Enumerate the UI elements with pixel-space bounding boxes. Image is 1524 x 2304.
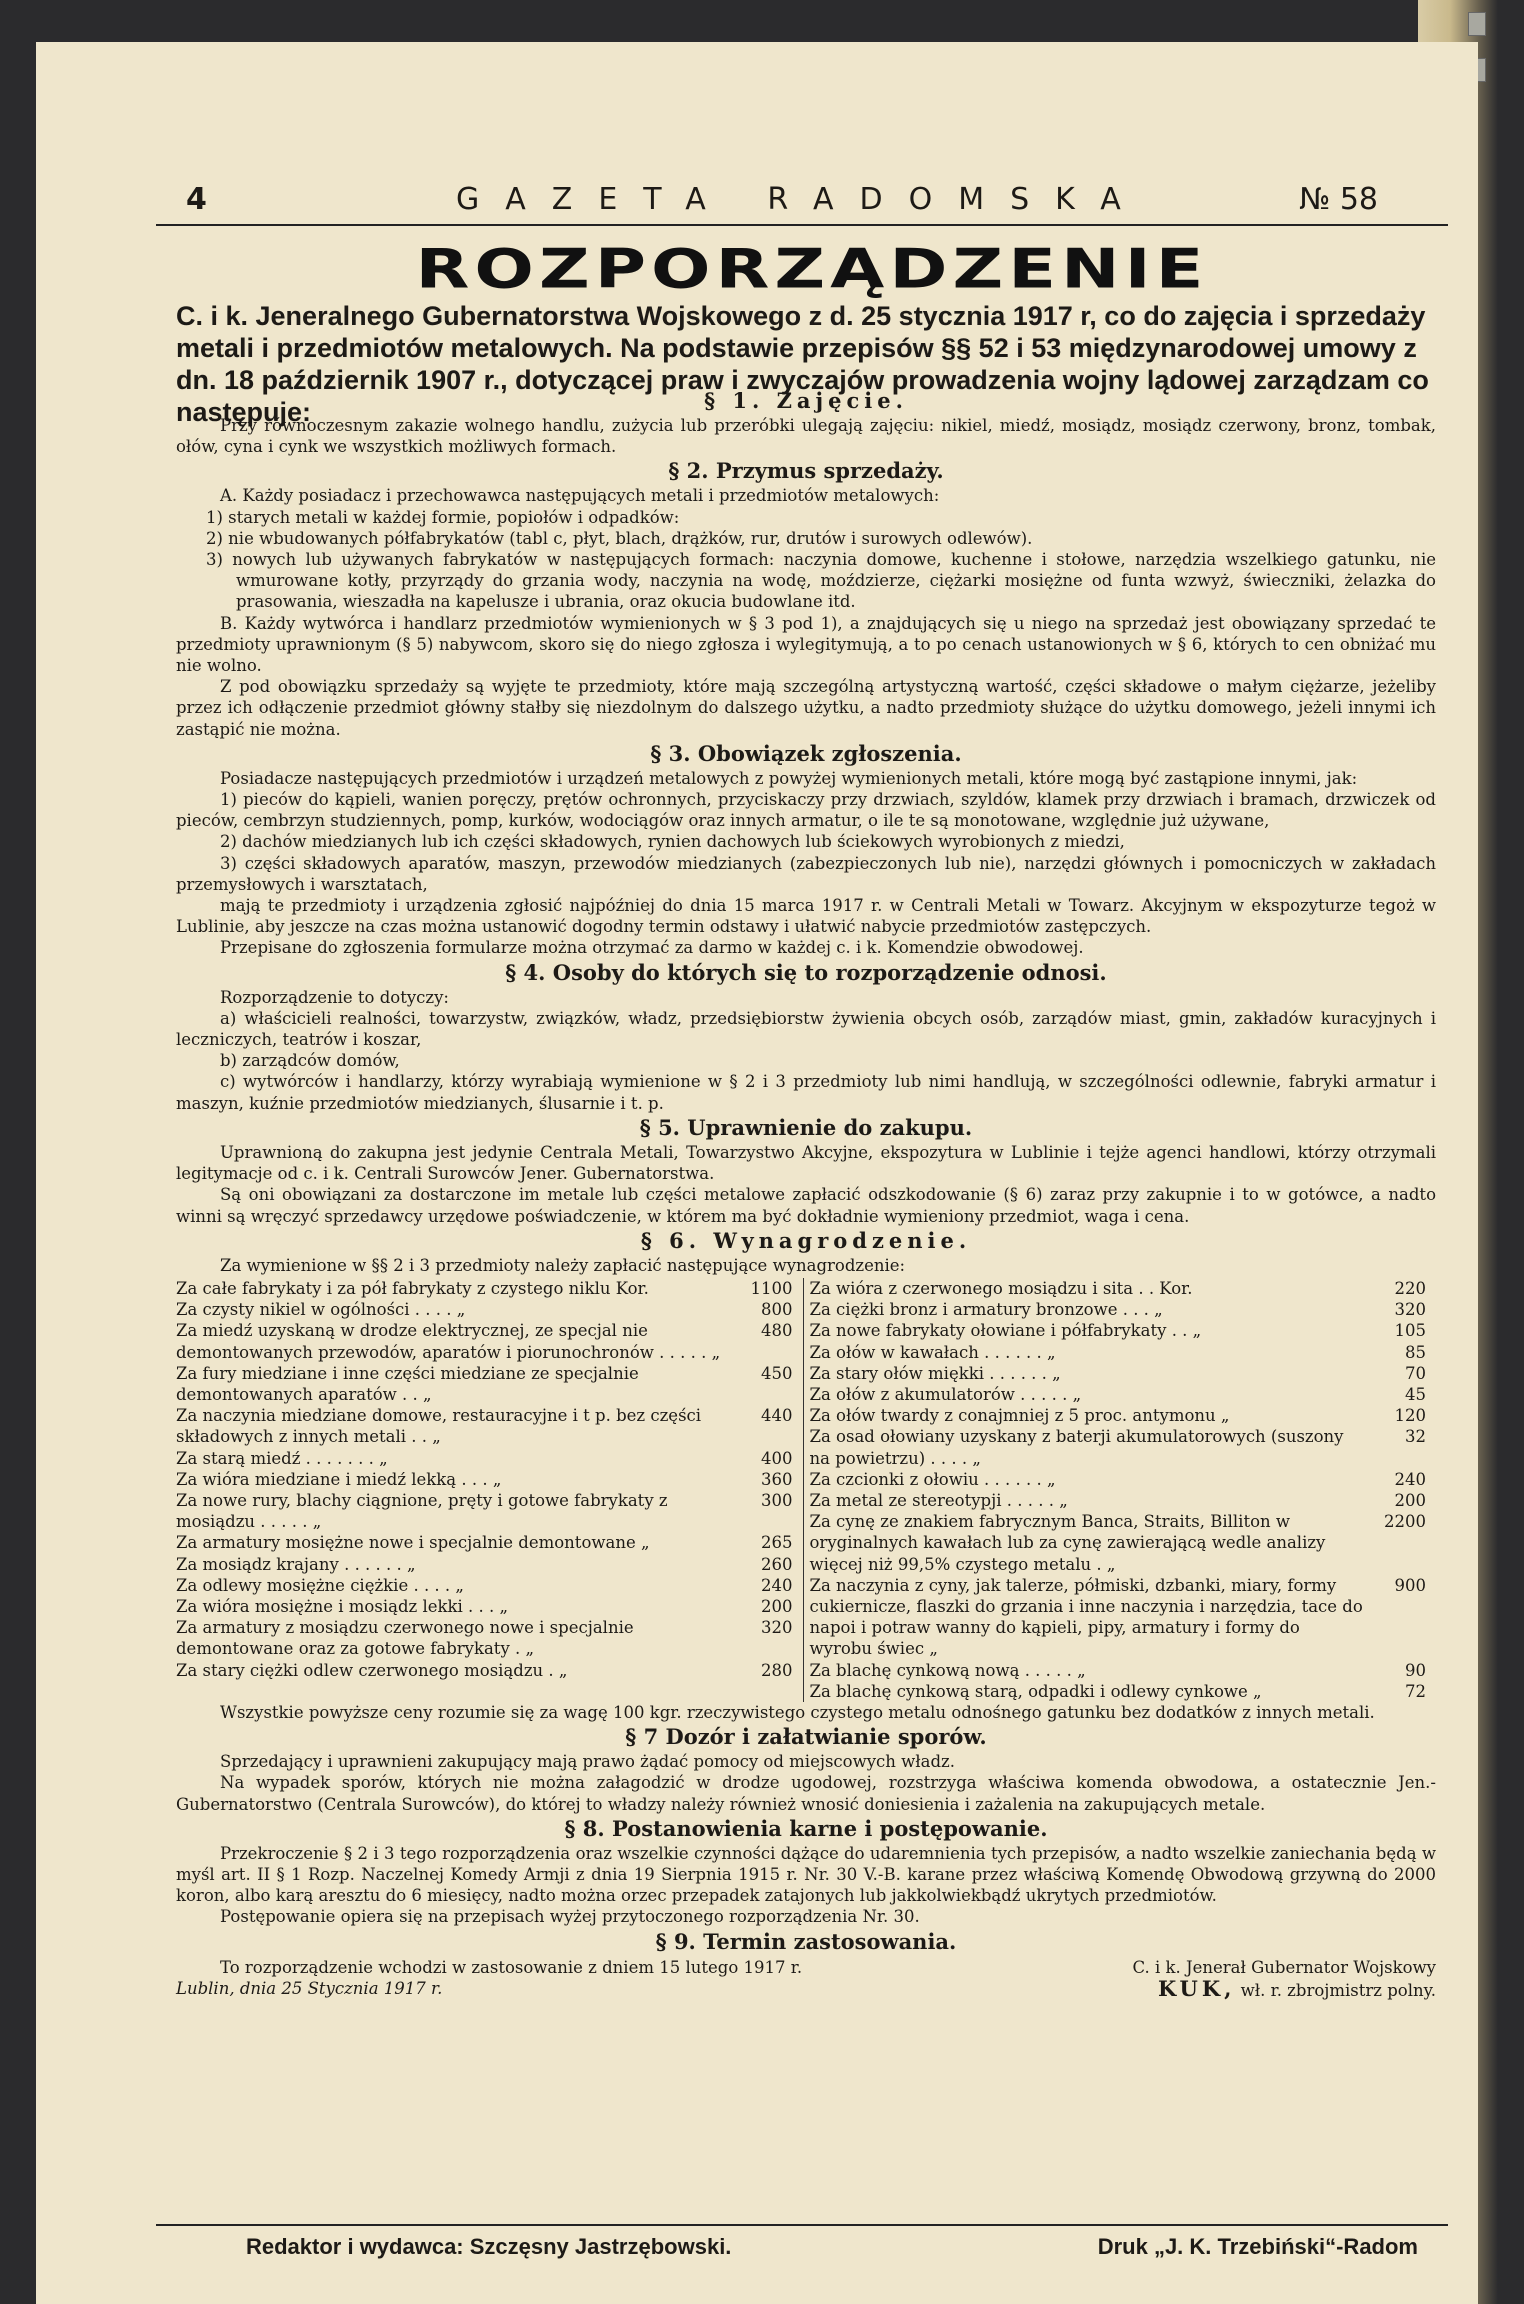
price-row: [810, 1426, 1437, 1468]
paragraph: Uprawnioną do zakupna jest jedynie Centrala Metali, Towarzystwo Akcyjne, ekspozytura w Lublinie i tejże agenci handlowi, którzy otrzymali legitymacje od c. i k. Centrali Surowców Jener. Gubernatorstwa.: [176, 1142, 1436, 1184]
price-value: 72: [1405, 1681, 1426, 1701]
price-value: 320: [1394, 1300, 1426, 1320]
paragraph: Sprzedający i uprawnieni zakupujący mają prawo żądać pomocy od miejscowych władz.: [220, 1752, 955, 1772]
price-row: [176, 1278, 803, 1299]
price-item: Za wióra mosiężne i mosiądz lekki . . . „: [176, 1596, 509, 1616]
price-row: [176, 1363, 803, 1405]
paragraph: Postępowanie opiera się na przepisach wyżej przytoczonego rozporządzenia Nr. 30.: [220, 1907, 920, 1927]
price-item: Za wióra miedziane i miedź lekką . . . „: [176, 1469, 502, 1489]
paragraph: To rozporządzenie wchodzi w zastosowanie z dniem 15 lutego 1917 r.: [220, 1957, 803, 1977]
section-heading: § 8. Postanowienia karne i postępowanie.: [564, 1815, 1048, 1841]
price-row: [176, 1532, 803, 1553]
price-row: [810, 1299, 1437, 1320]
price-value: 85: [1405, 1342, 1426, 1362]
price-value: 45: [1405, 1384, 1426, 1404]
price-row: [810, 1490, 1437, 1511]
price-item: Za armatury z mosiądzu czerwonego nowe i specjalnie demontowane oraz za gotowe fabrykaty . „: [176, 1618, 634, 1659]
price-value: 800: [761, 1300, 793, 1320]
price-value: 900: [1394, 1575, 1426, 1595]
list-item: b) zarządców domów,: [220, 1051, 400, 1071]
price-row: [810, 1363, 1437, 1384]
newspaper-name: GAZETA RADOMSKA: [456, 182, 1147, 217]
section-heading: § 9. Termin zastosowania.: [655, 1928, 957, 1954]
price-item: Za miedź uzyskaną w drodze elektrycznej, ze specjal nie demontowanych przewodów, aparatów i piorunochronów . . . . . „: [176, 1321, 721, 1362]
signatory-line: [1132, 1975, 1436, 2001]
newspaper-page: [36, 42, 1478, 2304]
list-item: 1) starych metali w każdej formie, popiołów i odpadków:: [206, 507, 680, 527]
list-item: 1) pieców do kąpieli, wanien poręczy, prętów ochronnych, przyciskaczy przy drzwiach, szyldów, klamek przy drzwiach i bramach, drzwiczek od pieców, cembrzyn studziennych, pomp, kurków, wodociągów oraz innych armatur, o ile te są monotowane, względnie już używane,: [176, 790, 1436, 831]
price-item: Za ciężki bronz i armatury bronzowe . . . „: [809, 1300, 1163, 1320]
section-heading: § 1. Zajęcie.: [704, 388, 908, 413]
price-value: 105: [1394, 1321, 1426, 1341]
price-value: 280: [761, 1660, 793, 1680]
price-value: 240: [761, 1575, 793, 1595]
paragraph: Wszystkie powyższe ceny rozumie się za wagę 100 kgr. rzeczywistego czystego metalu odnośnego gatunku bez dodatków z innych metali.: [220, 1702, 1375, 1722]
price-row: [176, 1490, 803, 1532]
price-row: [176, 1660, 803, 1681]
price-row: [176, 1320, 803, 1362]
paragraph: A. Każdy posiadacz i przechowawca następujących metali i przedmiotów metalowych:: [220, 486, 940, 506]
price-row: [810, 1469, 1437, 1490]
price-row: [176, 1469, 803, 1490]
list-item: 3) części składowych aparatów, maszyn, przewodów miedzianych (zabezpieczonych lub nie), narzędzi głównych i pomocniczych w zakładach przemysłowych i warsztatach,: [176, 853, 1436, 894]
price-row: [176, 1575, 803, 1596]
price-item: Za metal ze stereotypji . . . . . „: [809, 1490, 1068, 1510]
price-value: 265: [761, 1533, 793, 1553]
price-row: [810, 1384, 1437, 1405]
paragraph: Rozporządzenie to dotyczy:: [220, 987, 449, 1007]
paragraph: Na wypadek sporów, których nie można załagodzić w drodze ugodowej, rozstrzyga właściwa komenda obwodowa, a ostatecznie Jen.-Gubernatorstwo (Centrala Surowców), do której to władzy należy również wnosić doniesienia i zażalenia na zakupujących metale.: [176, 1773, 1436, 1814]
list-item: a) właścicieli realności, towarzystw, związków, władz, przedsiębiorstw żywienia obcych osób, zarządów miast, gmin, zakładów kuracyjnych i leczniczych, teatrów i koszar,: [176, 1008, 1436, 1050]
section-heading: § 5. Uprawnienie do zakupu.: [639, 1114, 973, 1140]
price-row: [810, 1320, 1437, 1341]
price-value: 70: [1405, 1363, 1426, 1383]
price-row: [810, 1575, 1437, 1660]
price-value: 220: [1394, 1278, 1426, 1298]
price-value: 32: [1405, 1427, 1426, 1447]
list-item: 2) nie wbudowanych półfabrykatów (tabl c, płyt, blach, drążków, rur, drutów i surowych odlewów).: [206, 528, 1033, 548]
price-item: Za blachę cynkową nową . . . . . „: [809, 1660, 1086, 1680]
price-value: 120: [1394, 1406, 1426, 1426]
price-table-left: [176, 1278, 803, 1702]
price-item: Za ołów w kawałach . . . . . . „: [809, 1342, 1056, 1362]
price-item: Za nowe fabrykaty ołowiane i półfabrykaty . . „: [809, 1321, 1202, 1341]
price-item: Za stary ołów miękki . . . . . . „: [809, 1363, 1061, 1383]
price-item: Za starą miedź . . . . . . . „: [176, 1448, 388, 1468]
place-date: Lublin, dnia 25 Stycznia 1917 r.: [176, 1978, 443, 1998]
price-value: 360: [761, 1469, 793, 1489]
list-item: 2) dachów miedzianych lub ich części składowych, rynien dachowych lub ściekowych wyrobionych z miedzi,: [220, 832, 1125, 852]
price-value: 400: [761, 1448, 793, 1468]
section-heading: § 4. Osoby do których się to rozporządzenie odnosi.: [505, 959, 1107, 985]
paragraph: Za wymienione w §§ 2 i 3 przedmioty należy zapłacić następujące wynagrodzenie:: [220, 1255, 906, 1275]
price-row: [810, 1681, 1437, 1702]
section-heading: § 3. Obowiązek zgłoszenia.: [650, 740, 962, 766]
decree-intro: C. i k. Jeneralnego Gubernatorstwa Wojskowego z d. 25 stycznia 1917 r, co do zajęcia i sprzedaży metali i przedmiotów metalowych. Na podstawie przepisów §§ 52 i 53 międzynarodowej umowy z dn. 18 październik 1907 r., dotyczącej praw i zwyczajów prowadzenia wojny lądowej zarządzam co następuje:: [176, 301, 1429, 427]
price-row: [176, 1448, 803, 1469]
price-value: 300: [761, 1490, 793, 1510]
price-row: [176, 1617, 803, 1659]
price-value: 450: [761, 1363, 793, 1383]
price-value: 2200: [1384, 1512, 1426, 1532]
price-item: Za stary ciężki odlew czerwonego mosiądzu . „: [176, 1660, 568, 1680]
paragraph: Przekroczenie § 2 i 3 tego rozporządzenia oraz wszelkie czynności dążące do udaremnienia tych przepisów, a nadto wszelkie zaniechania będą w myśl art. II § 1 Rozp. Naczelnej Komedy Armji z dnia 19 Sierpnia 1915 r. Nr. 30 V.-B. karane przez właściwą Komendę Obwodową grzywną do 2000 koron, albo karą aresztu do 6 miesięcy, nadto można orzec przepadek zatajonych lub jakkolwiekbądź ukrytych przedmiotów.: [176, 1843, 1436, 1906]
section-heading: § 6. Wynagrodzenie.: [640, 1227, 972, 1253]
issue-number: № 58: [1299, 182, 1378, 217]
price-item: Za ołów z akumulatorów . . . . . „: [809, 1384, 1082, 1404]
price-row: [810, 1405, 1437, 1426]
price-value: 200: [761, 1596, 793, 1616]
price-value: 240: [1394, 1469, 1426, 1489]
price-item: Za czcionki z ołowiu . . . . . . „: [809, 1469, 1056, 1489]
price-row: [176, 1596, 803, 1617]
price-item: Za fury miedziane i inne części miedziane ze specjalnie demontowanych aparatów . . „: [176, 1363, 639, 1404]
price-item: Za ołów twardy z conajmniej z 5 proc. antymonu „: [809, 1406, 1230, 1426]
list-item: c) wytwórców i handlarzy, którzy wyrabiają wymienione w § 2 i 3 przedmioty lub nimi handlują, w szczególności odlewnie, fabryki armatur i maszyn, kuźnie przedmiotów miedzianych, ślusarnie i t. p.: [176, 1072, 1436, 1113]
paragraph: Z pod obowiązku sprzedaży są wyjęte te przedmioty, które mają szczególną artystyczną wartość, części składowe o małym ciężarze, jeżeliby przez ich odłączenie przedmiot główny stałby się niezdolnym do dalszego użytku, a nadto przedmioty służące do użytku domowego, jeżeli innymi ich zastąpić nie można.: [176, 677, 1436, 739]
section-heading: § 2. Przymus sprzedaży.: [668, 458, 944, 484]
price-item: Za armatury mosiężne nowe i specjalnie demontowane „: [176, 1533, 650, 1553]
page-footer: [186, 2234, 1438, 2264]
price-value: 440: [761, 1406, 793, 1426]
decree-body: [176, 387, 1436, 2001]
page-number: 4: [186, 182, 207, 217]
price-row: [176, 1299, 803, 1320]
price-item: Za całe fabrykaty i za pół fabrykaty z czystego niklu Kor.: [176, 1278, 649, 1298]
price-item: Za nowe rury, blachy ciągnione, pręty i gotowe fabrykaty z mosiądzu . . . . . „: [176, 1490, 668, 1532]
paragraph: Są oni obowiązani za dostarczone im metale lub części metalowe zapłacić odszkodowanie (§ 6) zaraz przy zakupnie i to w gotówce, a nadto winni są wręczyć sprzedawcy urzędowe poświadczenie, w którem ma być dokładnie wymieniony przedmiot, waga i cena.: [176, 1185, 1436, 1226]
price-item: Za wióra z czerwonego mosiądzu i sita . . Kor.: [809, 1278, 1193, 1298]
signature-right: [1132, 1957, 1436, 2001]
price-value: 480: [761, 1321, 793, 1341]
price-item: Za cynę ze znakiem fabrycznym Banca, Straits, Billiton w oryginalnych kawałach lub za cynę zawierającą wedle analizy więcej niż 99,5% czystego metalu . „: [809, 1512, 1326, 1574]
price-value: 1100: [750, 1278, 793, 1298]
price-row: [810, 1342, 1437, 1363]
price-item: Za odlewy mosiężne ciężkie . . . . „: [176, 1575, 464, 1595]
paragraph: mają te przedmioty i urządzenia zgłosić najpóźniej do dnia 15 marca 1917 r. w Centrali Metali w Towarz. Akcyjnym w ekspozyturze tegoż w Lublinie, aby jeszcze na czas można ustanowić dogodny termin odstawy i ułatwić nabycie przedmiotów zastępczych.: [176, 896, 1436, 937]
list-item: 3) nowych lub używanych fabrykatów w następujących formach: naczynia domowe, kuchenne i stołowe, narzędzia wszelkiego gatunku, nie wmurowane kotły, przyrządy do grzania wody, naczynia na wodę, moździerze, ciężarki mosiężne od funta wzwyż, świeczniki, żelazka do prasowania, wieszadła na kapelusze i ubrania, oraz okucia budowlane itd.: [206, 550, 1436, 612]
paragraph: Przy równoczesnym zakazie wolnego handlu, zużycia lub przeróbki ulegają zajęciu: nikiel, miedź, mosiądz, mosiądz czerwony, bronz, tombak, ołów, cyna i cynk we wszystkich możliwych formach.: [176, 416, 1436, 457]
price-item: Za blachę cynkową starą, odpadki i odlewy cynkowe „: [809, 1681, 1262, 1701]
page-header: [156, 182, 1418, 222]
price-table: [176, 1278, 1436, 1702]
printer-credit: Druk „J. K. Trzebiński“-Radom: [1097, 2234, 1418, 2259]
price-row: [810, 1278, 1437, 1299]
binding-clip: [1468, 12, 1486, 36]
price-table-right: [803, 1278, 1437, 1702]
signature-block: [176, 1957, 1436, 2001]
section-heading: § 7 Dozór i załatwianie sporów.: [625, 1724, 987, 1750]
signatory-title: C. i k. Jenerał Gubernator Wojskowy: [1132, 1957, 1436, 1977]
editor-credit: Redaktor i wydawca: Szczęsny Jastrzębowski.: [246, 2234, 732, 2259]
price-row: [176, 1554, 803, 1575]
price-item: Za mosiądz krajany . . . . . . „: [176, 1554, 416, 1574]
signatory-rank: wł. r. zbrojmistrz polny.: [1240, 1980, 1436, 2000]
price-row: [810, 1511, 1437, 1575]
signatory-name: KUK,: [1158, 1975, 1236, 2001]
price-item: Za naczynia z cyny, jak talerze, półmiski, dzbanki, miary, formy cukiernicze, flaszki do grzania i inne naczynia i narzędzia, tace do napoi i potraw wanny do kąpieli, pipy, armatury i formy do wyrobu świec „: [809, 1575, 1363, 1659]
price-value: 200: [1394, 1490, 1426, 1510]
paragraph: B. Każdy wytwórca i handlarz przedmiotów wymienionych w § 3 pod 1), a znajdujących się u niego na sprzedaż jest obowiązany sprzedać te przedmioty uprawnionym (§ 5) nabywcom, skoro się do niego zgłosza i wylegitymują, a to po cenach ustanowionych w § 6, których to cen obniżać mu nie wolno.: [176, 613, 1436, 676]
price-value: 260: [761, 1554, 793, 1574]
signature-left: [176, 1957, 802, 2001]
price-row: [810, 1660, 1437, 1681]
paragraph: Posiadacze następujących przedmiotów i urządzeń metalowych z powyżej wymienionych metali, które mogą być zastąpione innymi, jak:: [220, 768, 1358, 788]
price-item: Za czysty nikiel w ogólności . . . . „: [176, 1300, 466, 1320]
price-item: Za naczynia miedziane domowe, restauracyjne i t p. bez części składowych z innych metali . . „: [176, 1406, 702, 1447]
page-title: ROZPORZĄDZENIE: [415, 237, 1209, 301]
paragraph: Przepisane do zgłoszenia formularze można otrzymać za darmo w każdej c. i k. Komendzie obwodowej.: [220, 938, 1084, 958]
price-value: 320: [761, 1618, 793, 1638]
footer-rule: [156, 2224, 1448, 2226]
header-rule: [156, 224, 1448, 226]
price-value: 90: [1405, 1660, 1426, 1680]
price-row: [176, 1405, 803, 1447]
price-item: Za osad ołowiany uzyskany z baterji akumulatorowych (suszony na powietrzu) . . . . „: [809, 1427, 1344, 1468]
